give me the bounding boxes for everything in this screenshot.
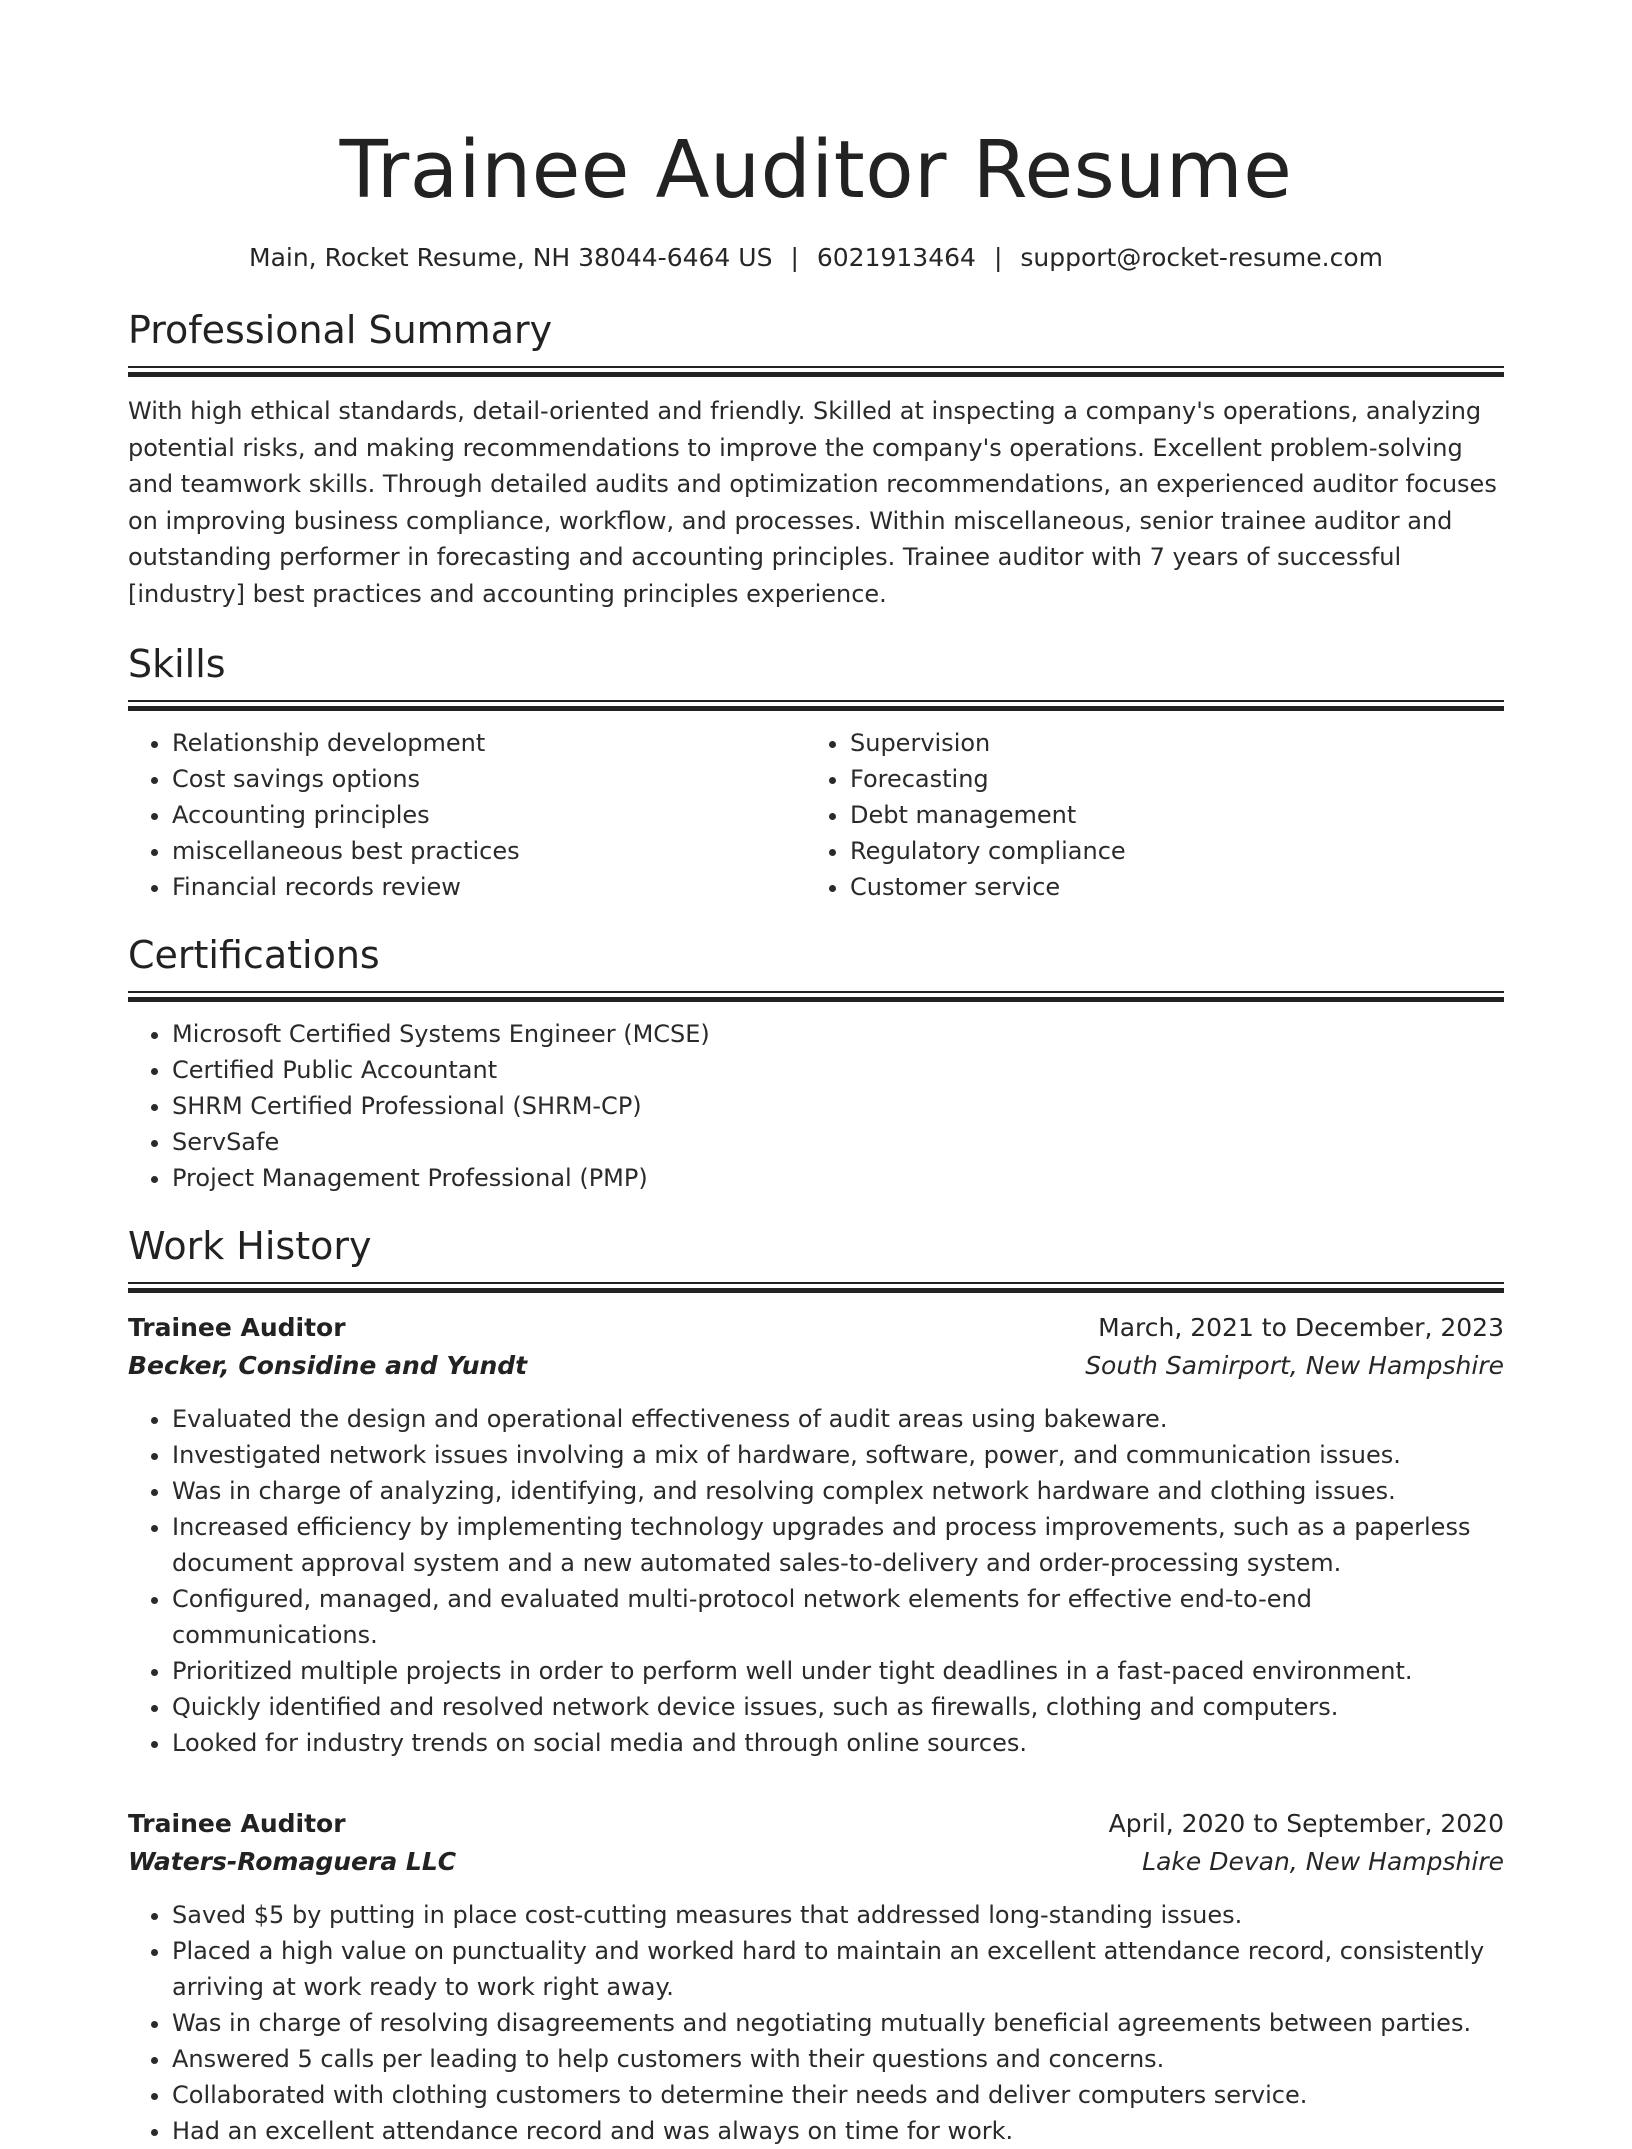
job-duty: • Increased efficiency by implementing technology upgrades and process improvements, such as a paperless document approval system and a new automated sales-to-delivery and order-processing system. bbox=[172, 1509, 1504, 1581]
work-history-heading: Work History bbox=[128, 1224, 372, 1268]
contact-line bbox=[128, 240, 1504, 276]
job-duty: • Answered 5 calls per leading to help customers with their questions and concerns. bbox=[172, 2041, 1504, 2077]
job-title: Trainee Auditor bbox=[128, 1313, 346, 1342]
summary-heading: Professional Summary bbox=[128, 308, 553, 352]
work-history-section bbox=[128, 1222, 1504, 2149]
resume-page bbox=[128, 0, 1504, 2149]
certification-item: • Project Management Professional (PMP) bbox=[172, 1160, 1504, 1196]
skill-item: • Relationship development bbox=[172, 725, 806, 761]
certification-item: • SHRM Certified Professional (SHRM-CP) bbox=[172, 1088, 1504, 1124]
skills-list-right bbox=[806, 725, 1484, 905]
contact-separator: | bbox=[993, 243, 1003, 272]
contact-phone: 6021913464 bbox=[816, 243, 976, 272]
job-company: Becker, Considine and Yundt bbox=[128, 1351, 528, 1380]
job-header-row bbox=[128, 1805, 1504, 1843]
job-duty: • Investigated network issues involving a mix of hardware, software, power, and communication issues. bbox=[172, 1437, 1504, 1473]
job-duty: • Had an excellent attendance record and was always on time for work. bbox=[172, 2113, 1504, 2149]
job-duty: • Was in charge of analyzing, identifying, and resolving complex network hardware and clothing issues. bbox=[172, 1473, 1504, 1509]
contact-address: Main, Rocket Resume, NH 38044-6464 US bbox=[249, 243, 773, 272]
skills-section bbox=[128, 640, 1504, 905]
job-duty: • Evaluated the design and operational effectiveness of audit areas using bakeware. bbox=[172, 1401, 1504, 1437]
job-location: South Samirport, New Hampshire bbox=[1085, 1351, 1504, 1380]
skill-item: • Debt management bbox=[850, 797, 1484, 833]
section-divider bbox=[128, 1282, 1504, 1293]
skill-item: • Financial records review bbox=[172, 869, 806, 905]
certification-item: • Certified Public Accountant bbox=[172, 1052, 1504, 1088]
certifications-heading: Certifications bbox=[128, 933, 380, 977]
resume-title: Trainee Auditor Resume bbox=[339, 124, 1293, 216]
job-title: Trainee Auditor bbox=[128, 1809, 346, 1838]
job-company-row bbox=[128, 1347, 1504, 1385]
certifications-section bbox=[128, 931, 1504, 1196]
summary-text: With high ethical standards, detail-oriented and friendly. Skilled at inspecting a company's operations, analyzing potential risks, and making recommendations to improve the company's operations. Excellent problem-solving and teamwork skills. Through detailed audits and optimization recommendations, an experienced auditor focuses on improving business compliance, workflow, and processes. Within miscellaneous, senior trainee auditor and outstanding performer in forecasting and accounting principles. Trainee auditor with 7 years of successful [industry] best practices and accounting principles experience. bbox=[128, 397, 1497, 608]
certification-item: • Microsoft Certified Systems Engineer (MCSE) bbox=[172, 1016, 1504, 1052]
job-duty: • Was in charge of resolving disagreements and negotiating mutually beneficial agreements between parties. bbox=[172, 2005, 1504, 2041]
certification-item: • ServSafe bbox=[172, 1124, 1504, 1160]
contact-separator: | bbox=[790, 243, 799, 272]
job-duties-list bbox=[128, 1897, 1504, 2149]
job-duty: • Configured, managed, and evaluated multi-protocol network elements for effective end-to-end communications. bbox=[172, 1581, 1504, 1653]
summary-section bbox=[128, 306, 1504, 612]
skill-item: • Accounting principles bbox=[172, 797, 806, 833]
job-duty: • Saved $5 by putting in place cost-cutting measures that addressed long-standing issues. bbox=[172, 1897, 1504, 1933]
job-duty: • Looked for industry trends on social media and through online sources. bbox=[172, 1725, 1504, 1761]
skill-item: • miscellaneous best practices bbox=[172, 833, 806, 869]
job-dates: April, 2020 to September, 2020 bbox=[1108, 1809, 1504, 1838]
job-duty: • Collaborated with clothing customers to determine their needs and deliver computers service. bbox=[172, 2077, 1504, 2113]
job-entry bbox=[128, 1805, 1504, 2149]
job-company-row bbox=[128, 1843, 1504, 1881]
job-duty: • Quickly identified and resolved network device issues, such as firewalls, clothing and computers. bbox=[172, 1689, 1504, 1725]
skill-item: • Customer service bbox=[850, 869, 1484, 905]
contact-email: support@rocket-resume.com bbox=[1020, 243, 1383, 272]
job-duties-list bbox=[128, 1401, 1504, 1761]
job-dates: March, 2021 to December, 2023 bbox=[1098, 1313, 1504, 1342]
job-duty: • Placed a high value on punctuality and worked hard to maintain an excellent attendance record, consistently arriving at work ready to work right away. bbox=[172, 1933, 1504, 2005]
section-divider bbox=[128, 700, 1504, 711]
skill-item: • Supervision bbox=[850, 725, 1484, 761]
job-entry bbox=[128, 1309, 1504, 1761]
section-divider bbox=[128, 991, 1504, 1002]
job-header-row bbox=[128, 1309, 1504, 1347]
job-company: Waters-Romaguera LLC bbox=[128, 1847, 457, 1876]
skill-item: • Forecasting bbox=[850, 761, 1484, 797]
certifications-list bbox=[128, 1016, 1504, 1196]
skills-grid bbox=[128, 725, 1504, 905]
section-divider bbox=[128, 366, 1504, 377]
skills-list-left bbox=[128, 725, 806, 905]
job-location: Lake Devan, New Hampshire bbox=[1142, 1847, 1504, 1876]
skill-item: • Regulatory compliance bbox=[850, 833, 1484, 869]
job-duty: • Prioritized multiple projects in order to perform well under tight deadlines in a fast-paced environment. bbox=[172, 1653, 1504, 1689]
skills-heading: Skills bbox=[128, 642, 226, 686]
skill-item: • Cost savings options bbox=[172, 761, 806, 797]
